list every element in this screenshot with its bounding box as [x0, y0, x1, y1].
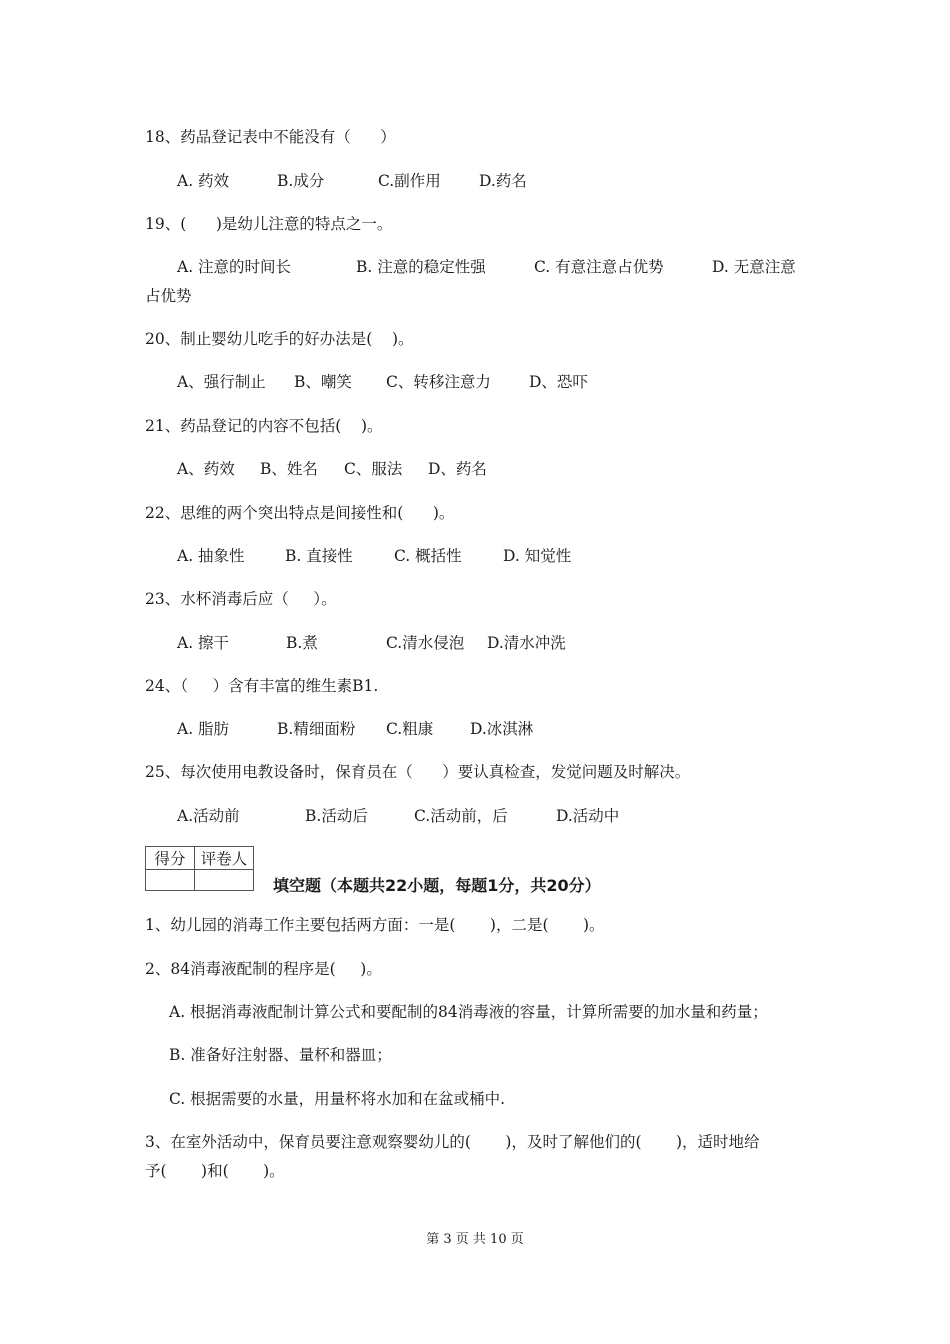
- question-18-stem: 18、药品登记表中不能没有（ ）: [145, 128, 396, 146]
- question-20-option-a: A、强行制止: [177, 373, 266, 391]
- question-21-stem: 21、药品登记的内容不包括( )。: [145, 417, 383, 435]
- question-23-option-b: B.煮: [286, 634, 318, 652]
- question-23-option-a: A. 擦干: [177, 634, 230, 652]
- question-19-option-c: C. 有意注意占优势: [534, 258, 664, 276]
- fill-question-2-step-c: C. 根据需要的水量，用量杯将水加和在盆或桶中.: [169, 1090, 506, 1108]
- fill-question-2: 2、84消毒液配制的程序是( )。: [145, 960, 382, 978]
- question-22-option-c: C. 概括性: [394, 547, 462, 565]
- question-19-option-a: A. 注意的时间长: [177, 258, 292, 276]
- question-20-option-b: B、嘲笑: [294, 373, 352, 391]
- question-24-stem: 24、（ ）含有丰富的维生素B1.: [145, 677, 379, 695]
- question-24-option-d: D.冰淇淋: [470, 720, 534, 738]
- grader-cell: [195, 870, 254, 891]
- question-21-option-a: A、药效: [177, 460, 235, 478]
- question-24-option-b: B.精细面粉: [277, 720, 356, 738]
- question-25-option-b: B.活动后: [305, 807, 368, 825]
- question-24-option-a: A. 脂肪: [177, 720, 230, 738]
- question-19-option-d: D. 无意注意: [712, 258, 796, 276]
- question-20-stem: 20、制止婴幼儿吃手的好办法是( )。: [145, 330, 414, 348]
- question-18-option-d: D.药名: [479, 172, 527, 190]
- score-label: 得分: [146, 847, 195, 870]
- question-18-option-b: B.成分: [277, 172, 325, 190]
- fill-question-3-line2: 予( )和( )。: [145, 1162, 285, 1180]
- question-25-option-d: D.活动中: [556, 807, 620, 825]
- score-cell: [146, 870, 195, 891]
- question-21-option-c: C、服法: [344, 460, 403, 478]
- question-25-stem: 25、每次使用电教设备时，保育员在（ ）要认真检查，发觉问题及时解决。: [145, 763, 691, 781]
- question-24-option-c: C.粗康: [386, 720, 434, 738]
- question-19-stem: 19、( )是幼儿注意的特点之一。: [145, 215, 393, 233]
- question-18-option-c: C.副作用: [378, 172, 441, 190]
- fill-question-3-line1: 3、在室外活动中，保育员要注意观察婴幼儿的( )，及时了解他们的( )，适时地给: [145, 1133, 760, 1151]
- question-23-option-d: D.清水冲洗: [487, 634, 566, 652]
- question-21-option-d: D、药名: [428, 460, 487, 478]
- fill-question-2-step-b: B. 准备好注射器、量杯和器皿；: [169, 1046, 392, 1064]
- question-20-option-c: C、转移注意力: [386, 373, 491, 391]
- question-22-option-b: B. 直接性: [285, 547, 353, 565]
- question-18-option-a: A. 药效: [177, 172, 230, 190]
- question-25-option-a: A.活动前: [177, 807, 240, 825]
- fill-question-1: 1、幼儿园的消毒工作主要包括两方面：一是( )，二是( )。: [145, 916, 605, 934]
- grader-label: 评卷人: [195, 847, 254, 870]
- question-23-option-c: C.清水侵泡: [386, 634, 465, 652]
- question-22-stem: 22、思维的两个突出特点是间接性和( )。: [145, 504, 455, 522]
- question-23-stem: 23、水杯消毒后应（ ）。: [145, 590, 337, 608]
- question-21-option-b: B、姓名: [260, 460, 318, 478]
- question-25-option-c: C.活动前，后: [414, 807, 508, 825]
- page-footer: 第 3 页 共 10 页: [426, 1232, 524, 1247]
- question-19-option-d-wrap: 占优势: [145, 287, 192, 305]
- question-19-option-b: B. 注意的稳定性强: [356, 258, 486, 276]
- question-22-option-d: D. 知觉性: [503, 547, 572, 565]
- fill-question-2-step-a: A. 根据消毒液配制计算公式和要配制的84消毒液的容量，计算所需要的加水量和药量；: [169, 1003, 768, 1021]
- question-22-option-a: A. 抽象性: [177, 547, 245, 565]
- question-20-option-d: D、恐吓: [529, 373, 588, 391]
- section-title: 填空题（本题共22小题，每题1分，共20分）: [273, 876, 601, 895]
- score-table: [145, 846, 254, 891]
